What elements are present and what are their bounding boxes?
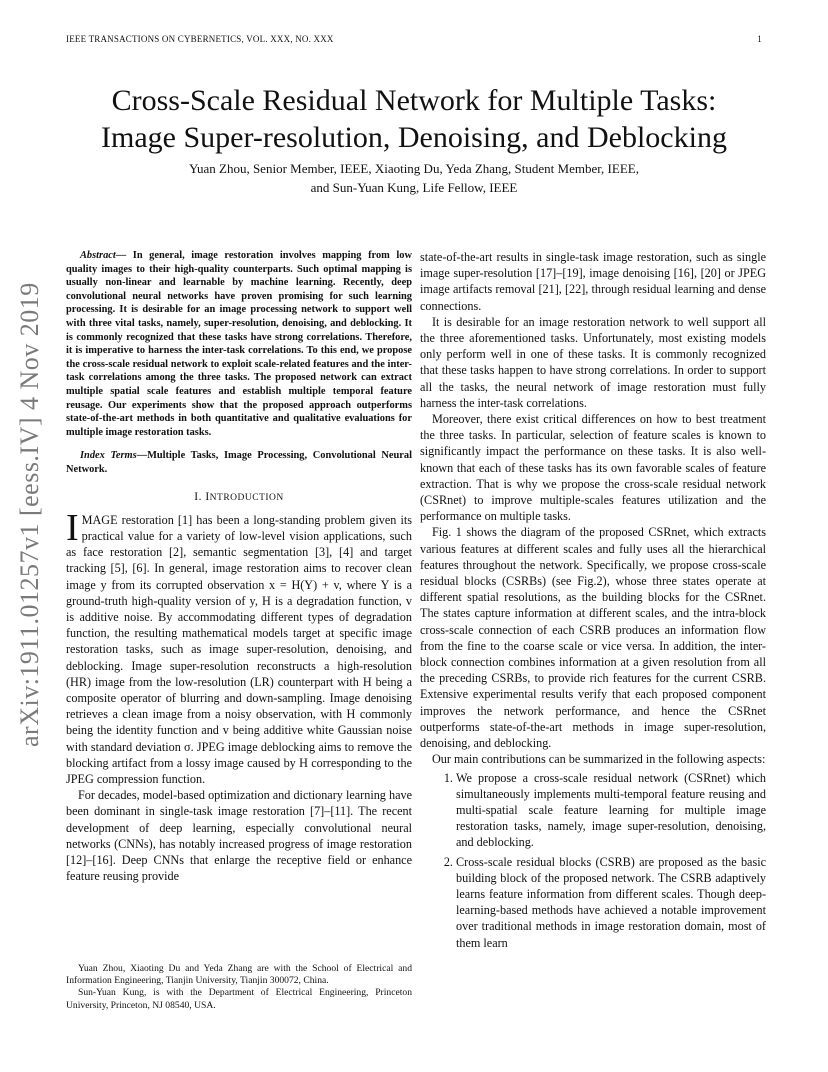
section-heading-introduction: I. INTRODUCTION [194,490,284,503]
left-column [66,249,412,884]
index-terms-text: —Multiple Tasks, Image Processing, Convolutional Neural Network. [66,450,412,475]
intro-paragraph-3: It is desirable for an image restoration network to well support all the three aforementioned tasks. Unfortunately, most existing models only perform well in one of these tasks. It is commonly recognized that these tasks happen to have strong correlations. In order to support all the tasks, the neural network of image restoration must fully harness the inter-task correlations. [420,314,766,410]
arxiv-stamp: arXiv:1911.01257v1 [eess.IV] 4 Nov 2019 [15,282,44,747]
intro-paragraph-6: Our main contributions can be summarized in the following aspects: [432,752,766,767]
footnotes [66,963,412,1012]
abstract [66,249,412,439]
intro-paragraph-1: IMAGE restoration [1] has been a long-standing problem given its practical value for a variety of low-level vision applications, such as face restoration [2], semantic segmentation [3], [4] and target tracking [5], [6]. In general, image restoration aims to recover clean image y from its corrupted observation x = H(Y) + v, where Y is a ground-truth high-quality version of y, H is a degradation function, v is additive noise. By accommodating different types of degradation function, the resulting mathematical models target at specific image restoration tasks, such as image super-resolution, denoising, and deblocking. Image super-resolution reconstructs a high-resolution (HR) image from the low-resolution (LR) counterpart with H being a composite operator of blurring and down-sampling. Image denoising retrieves a clean image from a noisy observation, with H commonly being the identity function and v being additive white Gaussian noise with standard deviation σ. JPEG image deblocking aims to remove the blocking artifact from a lossy image caused by H corresponding to the JPEG compression function. [66,506,412,786]
footnote-1: Yuan Zhou, Xiaoting Du and Yeda Zhang are with the School of Electrical and Information Engineering, Tianjin University, Tianjin 300072, China. [66,963,412,987]
contributions-list [420,770,766,951]
intro-paragraph-2: For decades, model-based optimization and dictionary learning have been dominant in single-task image restoration [7]–[11]. The recent development of deep learning, especially convolutional neural networks (CNNs), has notably increased progress of image restoration [12]–[16]. Deep CNNs that enlarge the receptive field or enhance feature reusing provide [66,788,412,884]
running-header: IEEE TRANSACTIONS ON CYBERNETICS, VOL. XXX, NO. XXX [66,34,334,44]
title-line-2: Image Super-resolution, Denoising, and Deblocking [101,121,727,154]
index-terms [66,449,412,476]
drop-cap: I [66,506,79,549]
author-list [40,159,788,197]
list-item: 1. We propose a cross-scale residual network (CSRnet) which simultaneously implements multi-temporal feature reusing and multi-spatial scale feature learning for multiple image restoration tasks, namely, image super-resolution, denoising, and deblocking. [456,770,766,851]
list-item: 2. Cross-scale residual blocks (CSRB) are proposed as the basic building block of the proposed network. The CSRB adaptively learns feature information from different scales. Though deep-learning-based methods have achieved a notable improvement over traditional methods in image restoration domain, most of them learn [456,854,766,951]
authors-line-2: and Sun-Yuan Kung, Life Fellow, IEEE [310,180,518,195]
paper-title [40,82,788,156]
abstract-text: — In general, image restoration involves mapping from low quality images to their high-quality counterparts. Such optimal mapping is usually non-linear and learnable by machine learning. Recently, deep convolutional neural networks have proven promising for such learning processing. It is desirable for an image processing network to support well with three vital tasks, namely, super-resolution, denoising, and deblocking. It is commonly recognized that these tasks have strong correlations. Therefore, it is imperative to harness the inter-task correlations. To this end, we propose the cross-scale residual network to exploit scale-related features and the inter-task correlations among the three tasks. The proposed network can extract multiple spatial scale features and establish multiple temporal feature reusage. Our experiments show that the proposed approach outperforms state-of-the-art methods in both quantitative and qualitative evaluations for multiple image restoration tasks. [66,250,412,438]
index-terms-lead: Index Terms [80,450,137,462]
title-line-1: Cross-Scale Residual Network for Multiple Tasks: [111,84,717,117]
intro-paragraph-4: Moreover, there exist critical differences on how to best treatment the three tasks. In particular, selection of feature scales is known to significantly impact the performance on these tasks. It is also well-known that each of these tasks has its own favorable scales of feature extraction. That is why we propose the cross-scale residual network (CSRnet) to improve multiple-scales features utilization and the performance on multiple tasks. [420,412,766,524]
abstract-lead: Abstract [80,250,116,261]
footnote-2: Sun-Yuan Kung, is with the Department of Electrical Engineering, Princeton University, Princeton, NJ 08540, USA. [66,987,412,1011]
intro-paragraph-5: Fig. 1 shows the diagram of the proposed CSRnet, which extracts various features at different scales and fully uses all the hierarchical features throughout the network. Specifically, we propose cross-scale residual blocks (CSRBs) (see Fig.2), whose three states operate at different spatial resolutions, as the building blocks for the CSRnet. The states capture information at different scales, and the intra-block cross-scale connection of each CSRB produces an information flow from the fine to the coarse scale or vice versa. In addition, the inter-block connection combines information at a given resolution from all the preceding CSRBs, to provide rich features for the current CSRB. Extensive experimental results verify that each proposed component improves the network performance, and hence the CSRnet outperforms state-of-the-art methods in image super-resolution, denoising, and deblocking. [420,525,766,751]
authors-line-1: Yuan Zhou, Senior Member, IEEE, Xiaoting Du, Yeda Zhang, Student Member, IEEE, [189,161,639,176]
page-number: 1 [757,34,762,44]
intro-paragraph-2-continued: state-of-the-art results in single-task image restoration, such as single image super-resolution [17]–[19], image denoising [16], [20] or JPEG image artifacts removal [21], [22], through residual learning and dense connections. [420,250,766,313]
right-column [420,249,766,954]
